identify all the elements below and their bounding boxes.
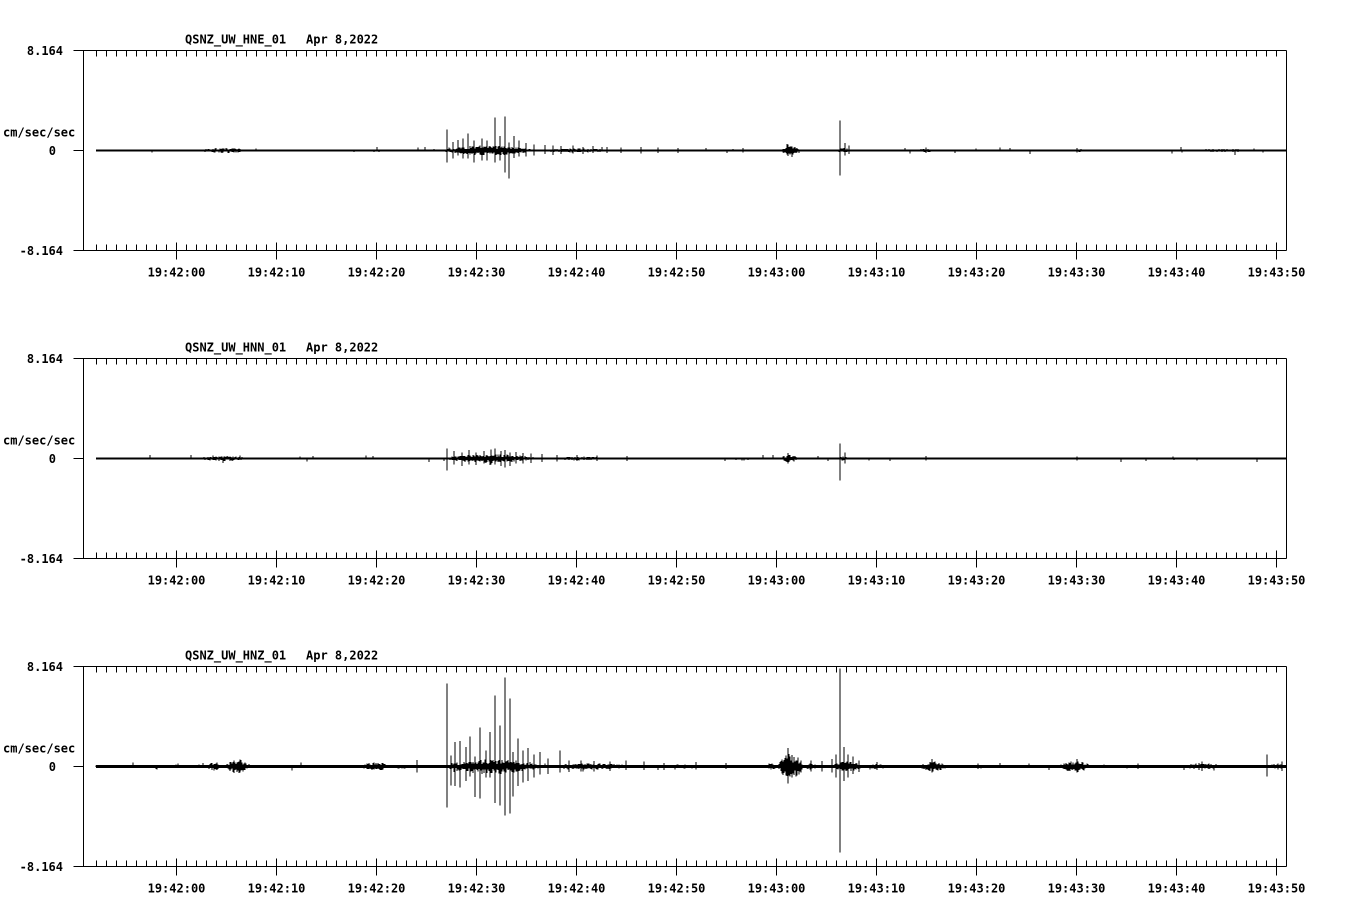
ytick-min: -8.164 xyxy=(19,244,63,258)
seismogram-panel-hnz xyxy=(3,649,1305,896)
xtick-label: 19:42:50 xyxy=(647,573,706,588)
panel-date: Apr 8,2022 xyxy=(306,32,379,47)
xtick-label: 19:43:50 xyxy=(1247,573,1306,588)
waveform-trace-hnn xyxy=(150,444,1257,481)
ytick-max: 8.164 xyxy=(26,352,63,366)
ytick-min: -8.164 xyxy=(19,860,63,874)
panel-title-hnz: QSNZ_UW_HNZ_01 xyxy=(185,648,287,663)
ytick-min: -8.164 xyxy=(19,552,63,566)
xtick-label: 19:42:20 xyxy=(347,265,406,280)
waveform-trace-hne xyxy=(152,116,1281,178)
y-axis-unit-label: cm/sec/sec xyxy=(3,125,76,140)
xtick-label: 19:43:30 xyxy=(1047,573,1106,588)
xtick-label: 19:42:00 xyxy=(147,881,206,896)
xtick-label: 19:42:20 xyxy=(347,881,406,896)
waveform-trace-hnz xyxy=(96,669,1286,853)
panel-title-hne: QSNZ_UW_HNE_01 xyxy=(185,32,287,47)
xtick-label: 19:42:30 xyxy=(447,573,506,588)
panel-frame-and-ticks xyxy=(74,51,1287,260)
xtick-label: 19:42:40 xyxy=(547,265,606,280)
xtick-label: 19:43:40 xyxy=(1147,573,1206,588)
ytick-max: 8.164 xyxy=(26,660,63,674)
xtick-label: 19:42:50 xyxy=(647,881,706,896)
y-axis-unit-label: cm/sec/sec xyxy=(3,741,76,756)
ytick-max: 8.164 xyxy=(26,44,63,58)
xtick-label: 19:42:00 xyxy=(147,573,206,588)
xtick-label: 19:42:20 xyxy=(347,573,406,588)
seismogram-panel-hne xyxy=(3,33,1305,280)
xtick-label: 19:42:30 xyxy=(447,881,506,896)
panel-frame-and-ticks xyxy=(74,667,1287,876)
ytick-zero: 0 xyxy=(48,760,56,774)
xtick-label: 19:43:50 xyxy=(1247,881,1306,896)
xtick-label: 19:43:30 xyxy=(1047,265,1106,280)
xtick-label: 19:43:00 xyxy=(747,881,806,896)
xtick-label: 19:43:30 xyxy=(1047,881,1106,896)
seismogram-panel-hnn xyxy=(3,341,1305,588)
xtick-label: 19:43:20 xyxy=(947,881,1006,896)
xtick-label: 19:43:40 xyxy=(1147,265,1206,280)
panel-date: Apr 8,2022 xyxy=(306,648,379,663)
xtick-label: 19:43:20 xyxy=(947,265,1006,280)
xtick-label: 19:42:10 xyxy=(247,265,306,280)
xtick-label: 19:43:40 xyxy=(1147,881,1206,896)
xtick-label: 19:42:30 xyxy=(447,265,506,280)
xtick-label: 19:43:10 xyxy=(847,265,906,280)
xtick-label: 19:43:00 xyxy=(747,265,806,280)
xtick-label: 19:43:50 xyxy=(1247,265,1306,280)
xtick-label: 19:43:10 xyxy=(847,881,906,896)
xtick-label: 19:42:10 xyxy=(247,881,306,896)
xtick-label: 19:43:20 xyxy=(947,573,1006,588)
xtick-label: 19:42:00 xyxy=(147,265,206,280)
xtick-label: 19:42:40 xyxy=(547,573,606,588)
xtick-label: 19:43:00 xyxy=(747,573,806,588)
xtick-label: 19:42:40 xyxy=(547,881,606,896)
panel-date: Apr 8,2022 xyxy=(306,340,379,355)
y-axis-unit-label: cm/sec/sec xyxy=(3,433,76,448)
xtick-label: 19:42:50 xyxy=(647,265,706,280)
ytick-zero: 0 xyxy=(48,452,56,466)
ytick-zero: 0 xyxy=(48,144,56,158)
panel-frame-and-ticks xyxy=(74,359,1287,568)
xtick-label: 19:43:10 xyxy=(847,573,906,588)
xtick-label: 19:42:10 xyxy=(247,573,306,588)
panel-title-hnn: QSNZ_UW_HNN_01 xyxy=(185,340,287,355)
